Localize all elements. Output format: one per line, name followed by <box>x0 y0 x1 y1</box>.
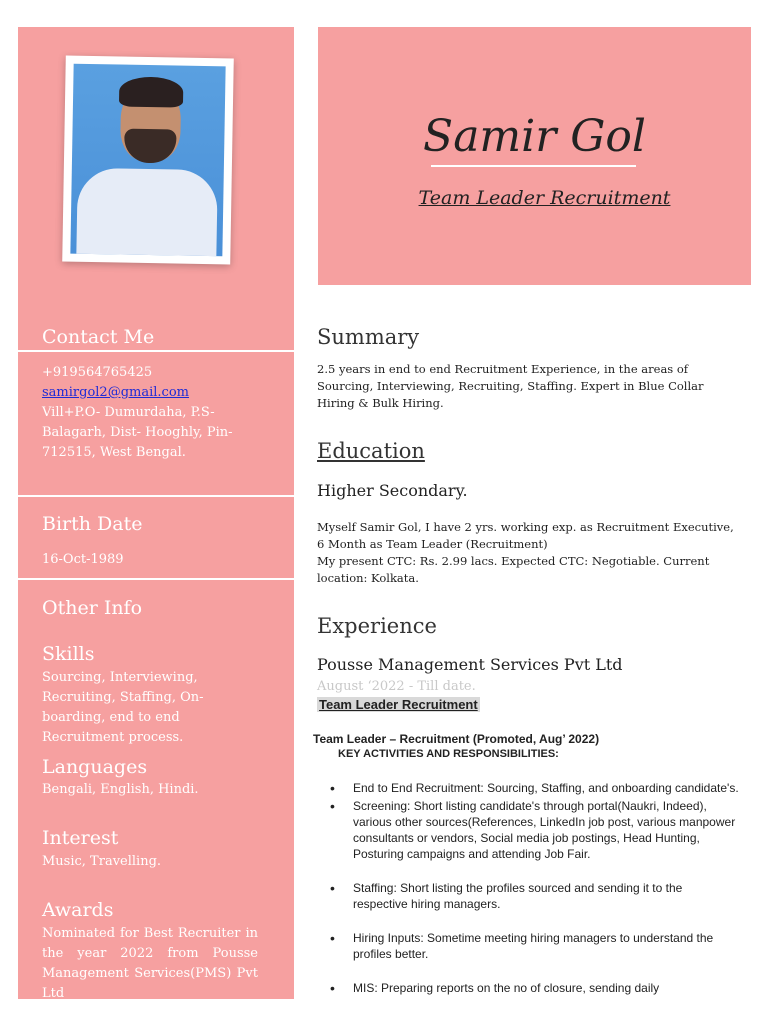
education-level: Higher Secondary. <box>317 481 468 500</box>
other-heading: Other Info <box>42 597 143 619</box>
interest-text: Music, Travelling. <box>42 854 162 869</box>
languages-text: Bengali, English, Hindi. <box>42 782 199 797</box>
contact-email-wrap <box>42 383 258 403</box>
experience-title: Team Leader Recruitment <box>319 697 478 712</box>
education-line-2: My present CTC: Rs. 2.99 lacs. Expected CTC: Negotiable. Current location: Kolkata. <box>317 554 710 585</box>
other-divider <box>18 578 294 580</box>
summary-heading: Summary <box>317 325 420 349</box>
education-line-1: Myself Samir Gol, I have 2 yrs. working exp. as Recruitment Executive, 6 Month as Team Leader (Recruitment) <box>317 520 734 551</box>
promotion-line: Team Leader – Recruitment (Promoted, Aug’ 2022) <box>313 732 600 746</box>
interest-heading: Interest <box>42 827 119 849</box>
responsibility-item: • Staffing: Short listing the profiles sourced and sending it to the respective hiring managers. <box>330 880 740 912</box>
profile-photo-frame <box>62 56 234 265</box>
profile-photo <box>70 64 225 257</box>
experience-company: Pousse Management Services Pvt Ltd <box>317 655 623 674</box>
skills-heading: Skills <box>42 643 95 665</box>
responsibilities-list <box>330 780 740 996</box>
contact-heading: Contact Me <box>42 326 155 348</box>
responsibility-item: • MIS: Preparing reports on the no of closure, sending daily <box>330 980 740 996</box>
photo-shirt <box>76 168 218 257</box>
photo-hair <box>119 76 184 107</box>
birth-divider <box>18 495 294 497</box>
birth-date: 16-Oct-1989 <box>42 552 124 567</box>
experience-heading: Experience <box>317 614 437 638</box>
languages-heading: Languages <box>42 756 148 778</box>
birth-heading: Birth Date <box>42 513 143 535</box>
awards-heading: Awards <box>42 899 114 921</box>
responsibilities-heading: KEY ACTIVITIES AND RESPONSIBILITIES: <box>338 748 559 760</box>
candidate-name: Samir Gol <box>423 111 646 162</box>
skills-text: Sourcing, Interviewing, Recruiting, Staffing, On-boarding, end to end Recruitment process. <box>42 670 204 745</box>
sidebar <box>18 27 294 999</box>
awards-text: Nominated for Best Recruiter in the year 2022 from Pousse Management Services(PMS) Pvt Ltd <box>42 926 258 999</box>
responsibility-item: • Hiring Inputs: Sometime meeting hiring managers to understand the profiles better. <box>330 930 740 962</box>
name-underline <box>431 165 636 167</box>
photo-beard <box>124 129 177 164</box>
experience-dates: August ‘2022 - Till date. <box>317 679 476 694</box>
education-heading: Education <box>317 439 425 463</box>
contact-divider <box>18 350 294 352</box>
responsibility-item: • Screening: Short listing candidate's through portal(Naukri, Indeed), various other sources(References, LinkedIn job post, various manpower consultants or vendors, Social media job postings, Head Hunting, Posturing campaigns and attending Job Fair. <box>330 798 740 862</box>
candidate-role: Team Leader Recruitment <box>418 187 671 209</box>
responsibility-item: • End to End Recruitment: Sourcing, Staffing, and onboarding candidate's. <box>330 780 740 796</box>
contact-address: Vill+P.O- Dumurdaha, P.S- Balagarh, Dist- Hooghly, Pin- 712515, West Bengal. <box>42 405 233 460</box>
contact-phone: +919564765425 <box>42 365 153 380</box>
summary-text: 2.5 years in end to end Recruitment Experience, in the areas of Sourcing, Interviewing, Recruiting, Staffing. Expert in Blue Collar Hiring & Bulk Hiring. <box>317 362 704 410</box>
contact-email-link[interactable]: samirgol2@gmail.com <box>42 385 189 400</box>
header-box <box>318 27 751 285</box>
